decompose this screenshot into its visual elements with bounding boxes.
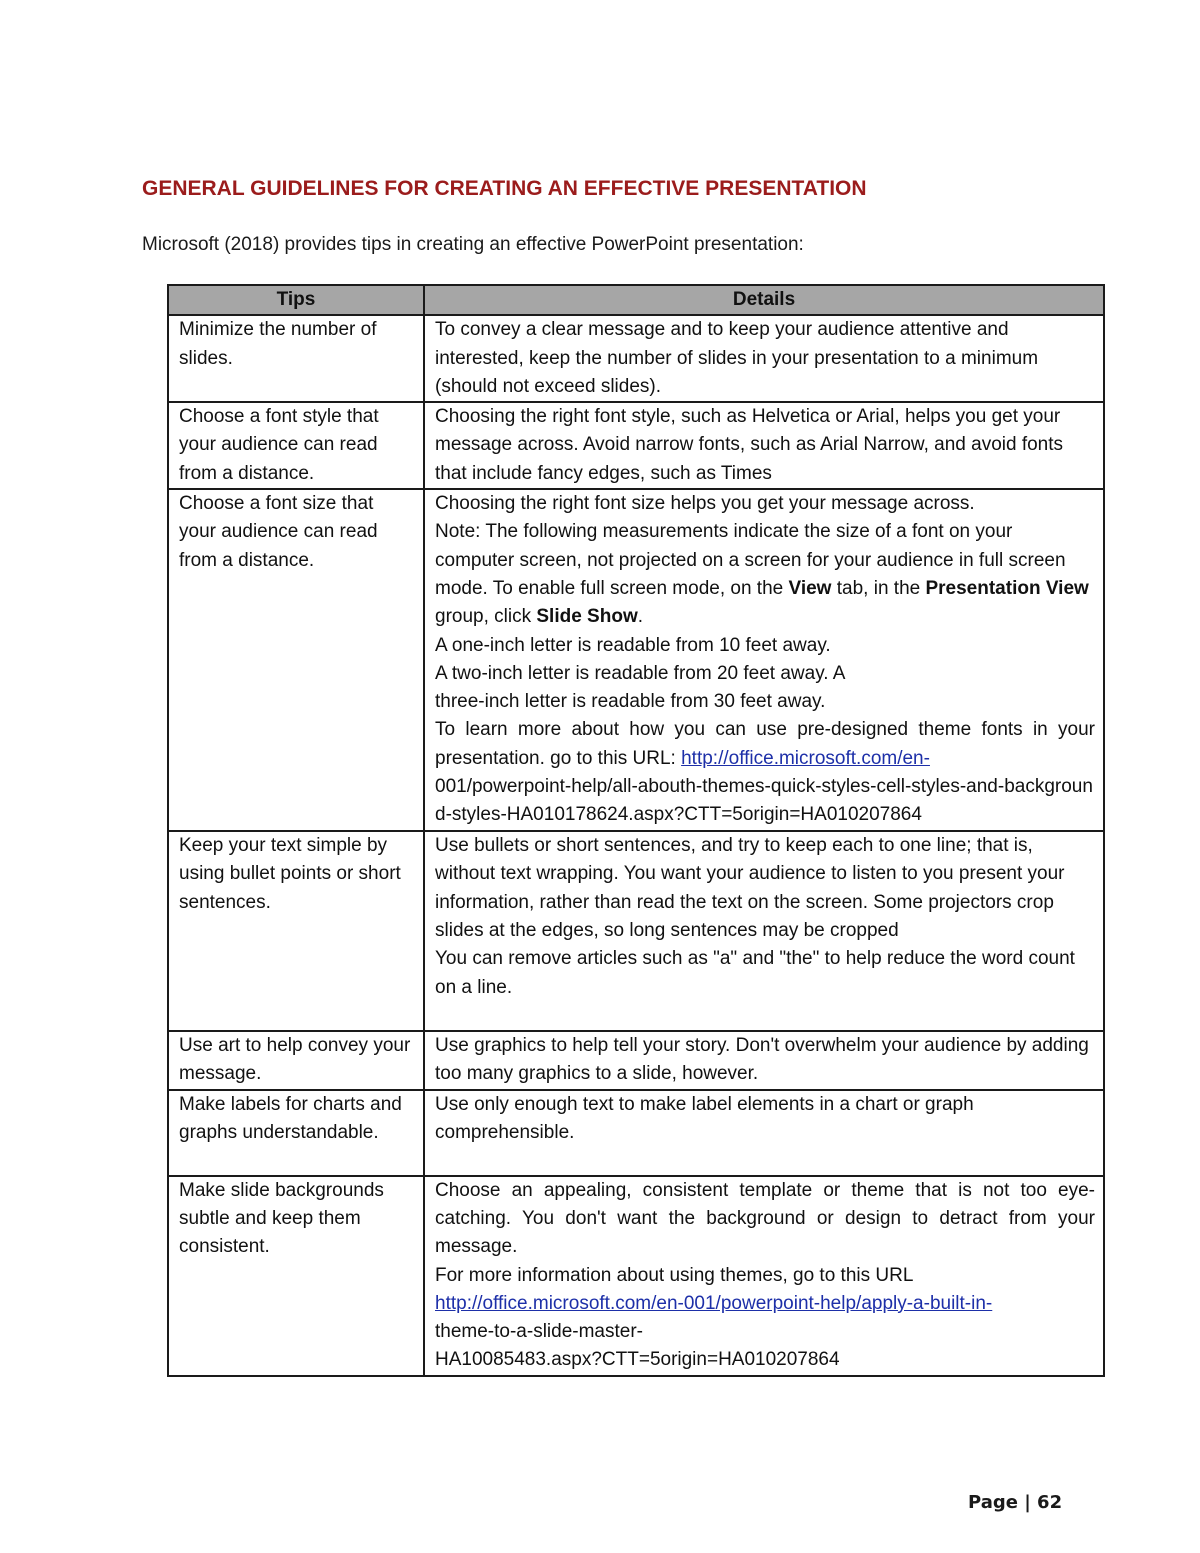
details-text: To convey a clear message and to keep your audience attentive and interested, keep the number of slides in your presentation to a minimum (should not exceed slides).: [435, 319, 1039, 397]
details-text: A one-inch letter is readable from 10 feet away.: [435, 634, 831, 656]
details-url-continued: 001/powerpoint-help/all-abouth-themes-quick-styles-cell-styles-and-background-styles-HA010178624.aspx?CTT=5origin=HA010207864: [435, 776, 1093, 826]
details-url-continued: theme-to-a-slide-master-: [435, 1321, 643, 1343]
slide-show-label: Slide Show: [536, 606, 638, 628]
tips-table: [167, 284, 1105, 1377]
details-text: You can remove articles such as "a" and "the" to help reduce the word count on a line.: [435, 948, 1075, 998]
tip-cell: Choose a font size that your audience can read from a distance.: [168, 489, 424, 831]
details-text: For more information about using themes, go to this URL: [435, 1264, 914, 1286]
page-number: Page | 62: [968, 1492, 1063, 1513]
table-row: [168, 1176, 1104, 1376]
details-url-continued: HA10085483.aspx?CTT=5origin=HA010207864: [435, 1349, 840, 1371]
details-cell: [424, 315, 1104, 402]
table-row: [168, 1090, 1104, 1176]
table-row: [168, 1031, 1104, 1090]
tip-cell: Make labels for charts and graphs understandable.: [168, 1090, 424, 1176]
tip-cell: Use art to help convey your message.: [168, 1031, 424, 1090]
table-row: [168, 489, 1104, 831]
details-cell: [424, 402, 1104, 489]
header-details: Details: [424, 285, 1104, 315]
theme-fonts-link[interactable]: http://office.microsoft.com/en-: [681, 747, 930, 769]
tip-cell: Minimize the number of slides.: [168, 315, 424, 402]
details-cell: [424, 1031, 1104, 1090]
details-text: Use bullets or short sentences, and try to keep each to one line; that is, without text wrapping. You want your audience to listen to you present your information, rather than read the text on the screen. Some projectors crop slides at the edges, so long sentences may be cropped: [435, 835, 1065, 941]
details-text: Choosing the right font style, such as Helvetica or Arial, helps you get your message across. Avoid narrow fonts, such as Arial Narrow, and avoid fonts that include fancy edges, such as Times: [435, 406, 1064, 484]
table-header-row: [168, 285, 1104, 315]
details-text: Use only enough text to make label elements in a chart or graph comprehensible.: [435, 1093, 974, 1143]
tip-cell: Make slide backgrounds subtle and keep them consistent.: [168, 1176, 424, 1376]
details-text: Use graphics to help tell your story. Don't overwhelm your audience by adding too many graphics to a slide, however.: [435, 1035, 1089, 1085]
details-cell: [424, 1176, 1104, 1376]
details-text: Choosing the right font size helps you get your message across.: [435, 493, 975, 515]
details-text: To learn more about how you can use pre-designed theme fonts in your presentation. go to this URL: http://office.microsoft.com/en-: [435, 719, 1095, 769]
details-cell: [424, 1090, 1104, 1176]
details-text: Choose an appealing, consistent template or theme that is not too eye-catching. You don't want the background or design to detract from your message.: [435, 1179, 1095, 1258]
table-row: [168, 315, 1104, 402]
table-row: [168, 831, 1104, 1031]
header-tips: Tips: [168, 285, 424, 315]
details-text: three-inch letter is readable from 30 feet away.: [435, 691, 826, 713]
details-cell: [424, 489, 1104, 831]
details-text: A two-inch letter is readable from 20 feet away. A: [435, 662, 846, 684]
intro-paragraph: Microsoft (2018) provides tips in creating an effective PowerPoint presentation:: [142, 234, 804, 255]
presentation-view-label: Presentation View: [925, 577, 1089, 599]
themes-link[interactable]: http://office.microsoft.com/en-001/powerpoint-help/apply-a-built-in-: [435, 1292, 993, 1314]
details-cell: [424, 831, 1104, 1031]
view-tab-label: View: [788, 577, 832, 599]
table-row: [168, 402, 1104, 489]
tip-cell: Keep your text simple by using bullet points or short sentences.: [168, 831, 424, 1031]
tip-cell: Choose a font style that your audience can read from a distance.: [168, 402, 424, 489]
details-note: Note: The following measurements indicate the size of a font on your computer screen, not projected on a screen for your audience in full screen mode. To enable full screen mode, on the View tab, in the Presentation View group, click Slide Show.: [435, 521, 1089, 628]
page-title: GENERAL GUIDELINES FOR CREATING AN EFFECTIVE PRESENTATION: [142, 177, 867, 200]
